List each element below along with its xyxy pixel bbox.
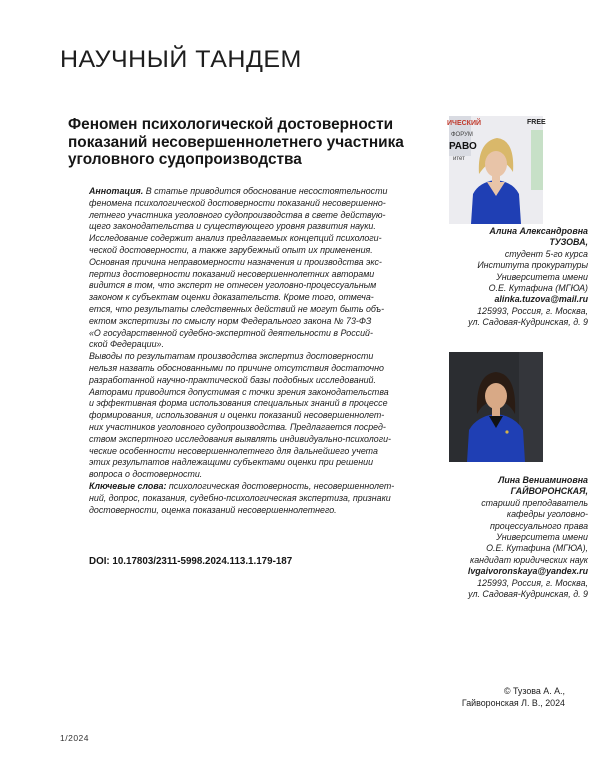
author-2-info: [423, 475, 588, 600]
abstract-line: законом к субъектам оценки доказательств. Кроме того, отмеча-: [89, 292, 374, 303]
author-2-email[interactable]: lvgaivoronskaya@yandex.ru: [467, 566, 588, 577]
abstract-line: щего законодательства и существующего уровня развития науки.: [89, 221, 376, 232]
copyright-line: © Тузова А. А.,: [504, 686, 565, 696]
author-1-first-name: Алина Александровна: [489, 226, 588, 236]
photo1-banner-text-2: ФОРУМ: [451, 132, 473, 138]
author-photo-1: [447, 116, 546, 224]
abstract-line: ством экспертного исследования выявлять индивидуально-психологи-: [89, 433, 391, 444]
photo1-banner-text-4: итет: [453, 156, 465, 162]
abstract-line: В статье приводится обоснование несостоятельности: [145, 186, 388, 196]
author-1-affiliation-line: О.Е. Кутафина (МГЮА): [488, 283, 588, 294]
author-1-address-line: 125993, Россия, г. Москва,: [477, 305, 588, 316]
abstract-line: феномена психологической достоверности показаний несовершенно-: [89, 197, 386, 208]
abstract-line: ческие особенности несовершеннолетнего для дальнейшего учета: [89, 445, 378, 456]
abstract-line: пертиз достоверности показаний несовершеннолетних авторами: [89, 268, 375, 279]
abstract-line: достоверности, оценка показаний несовершеннолетнего.: [89, 504, 337, 515]
author-2-affiliation-line: старший преподаватель: [481, 497, 588, 508]
author-1-address-line: ул. Садовая-Кудринская, д. 9: [468, 317, 588, 328]
author-2-affiliation-line: кандидат юридических наук: [470, 554, 588, 565]
abstract-line: них участников уголовного судопроизводства. Предлагается посред-: [89, 421, 386, 432]
abstract-line: ектом экспертизы по смыслу норм Федерального закона № 73-ФЗ: [89, 315, 372, 326]
abstract-line: «О государственной судебно-экспертной деятельности в Россий-: [89, 327, 373, 338]
author-2-affiliation-line: Университета имени: [496, 532, 588, 543]
author-1-affiliation-line: студент 5-го курса: [504, 248, 588, 259]
author-2-affiliation-line: кафедры уголовно-: [506, 509, 588, 520]
issue-number: 1/2024: [60, 733, 89, 743]
keywords-paragraph: [89, 481, 411, 516]
copyright-line: Гайворонская Л. В., 2024: [461, 698, 565, 708]
abstract-line: ческой достоверности, а также зарубежный опыт их применения.: [89, 244, 373, 255]
abstract-block: [89, 186, 411, 516]
abstract-line: Основная причина неправомерности назначения и производства экс-: [89, 256, 382, 267]
abstract-line: Выводы по результатам производства экспертиз достоверности: [89, 351, 374, 362]
abstract-paragraph-2: [89, 351, 411, 481]
author-1-info: [423, 226, 588, 329]
abstract-line: этих результатов надлежащими субъектами оценки при решении: [89, 457, 374, 468]
abstract-line: ется, что результаты следственных действий не могут быть объ-: [89, 303, 385, 314]
abstract-line: и эффективная форма использования специальных знаний в процессе: [89, 398, 388, 409]
author-2-affiliation-line: процессуального права: [489, 520, 588, 531]
author-1-affiliation-line: Института прокуратуры: [477, 260, 588, 271]
author-2-address-line: ул. Садовая-Кудринская, д. 9: [468, 589, 588, 600]
abstract-line: разработанной научно-практической базы подобных исследований.: [89, 374, 376, 385]
author-1-email[interactable]: alinka.tuzova@mail.ru: [494, 294, 588, 305]
photo1-banner-text-5: FREE: [527, 119, 546, 126]
copyright: [423, 685, 565, 709]
keywords-label: Ключевые слова:: [89, 480, 167, 491]
abstract-paragraph-1: [89, 186, 411, 351]
author-2-affiliation-line: О.Е. Кутафина (МГЮА),: [486, 543, 588, 554]
author-1-last-name: ТУЗОВА,: [549, 237, 588, 248]
abstract-line: нельзя назвать обоснованными по причине отсутствия достаточно: [89, 362, 384, 373]
abstract-line: формирования, использования и оценки показаний несовершеннолет-: [89, 410, 385, 421]
author-2-first-name: Лина Вениаминовна: [498, 475, 588, 485]
abstract-line: психологическая достоверность, несовершеннолет-: [168, 480, 395, 491]
abstract-line: видится в том, что эксперт не отнесен уголовно-процессуальным: [89, 280, 377, 291]
author-photo-2: [449, 352, 543, 462]
doi: DOI: 10.17803/2311-5998.2024.113.1.179-187: [89, 556, 293, 567]
journal-name: НАУЧНЫЙ ТАНДЕМ: [60, 46, 302, 73]
author-2-last-name: ГАЙВОРОНСКАЯ,: [510, 486, 588, 497]
author-2-address-line: 125993, Россия, г. Москва,: [477, 577, 588, 588]
abstract-label: Аннотация.: [89, 186, 144, 196]
abstract-line: Авторами приводится допустимая с точки зрения законодательства: [89, 386, 389, 397]
photo1-banner-text-3: РАВО: [449, 141, 477, 152]
article-title: Феномен психологической достоверности показаний несовершеннолетнего участника уголовного судопроизводства: [68, 116, 404, 169]
abstract-line: Исследование содержит анализ предлагаемых концепций психологи-: [89, 233, 382, 244]
abstract-line: летнего участника уголовного судопроизводства в свете действую-: [89, 209, 386, 220]
abstract-line: ской Федерации».: [89, 339, 164, 350]
photo1-banner-text-1: ИЧЕСКИЙ: [447, 120, 482, 127]
abstract-line: вопроса о достоверности.: [89, 469, 203, 480]
abstract-line: ний, допрос, показания, судебно-психологическая экспертиза, признаки: [89, 492, 391, 503]
author-1-affiliation-line: Университета имени: [496, 271, 588, 282]
